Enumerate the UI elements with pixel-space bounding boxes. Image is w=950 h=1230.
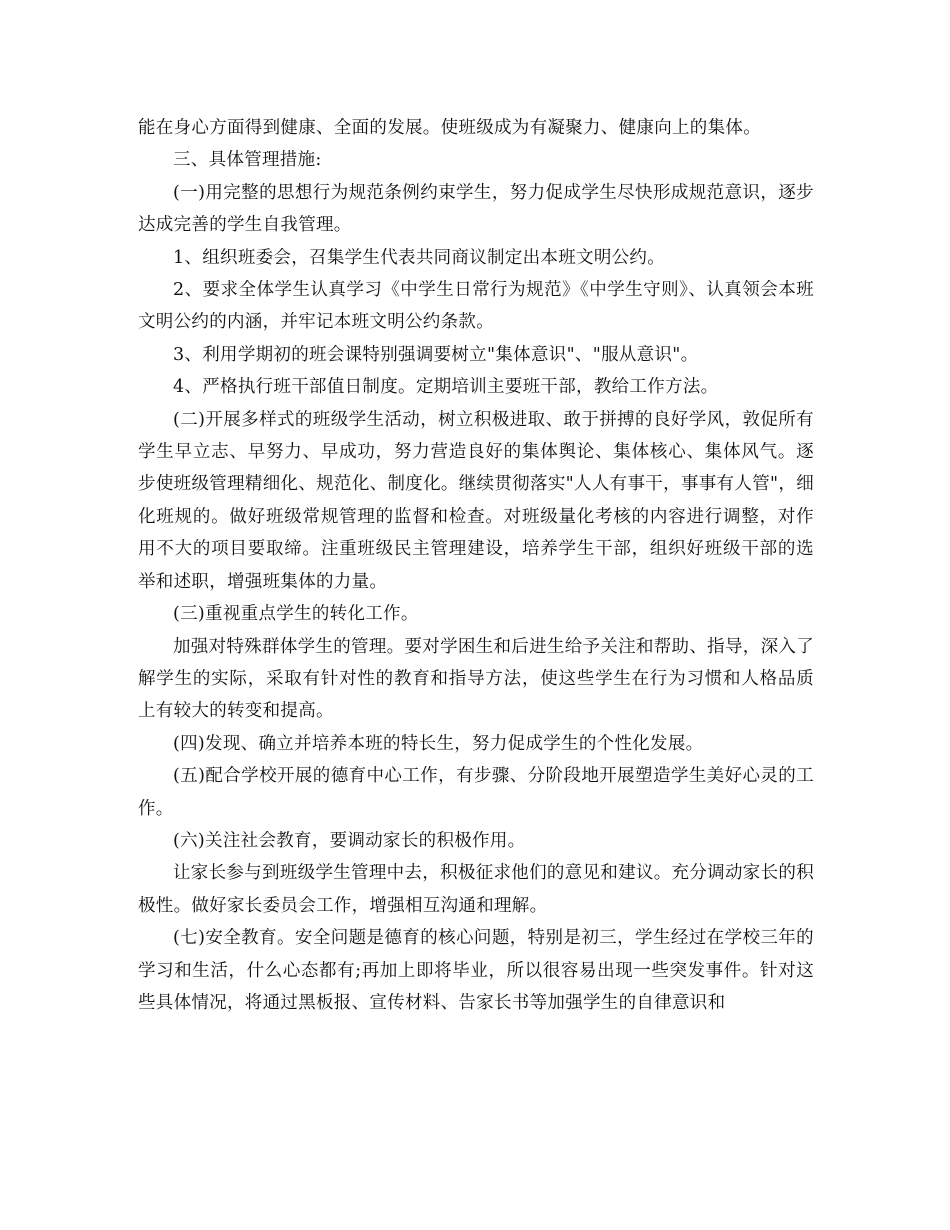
paragraph-subitem-1: 1、组织班委会，召集学生代表共同商议制定出本班文明公约。: [173, 247, 666, 268]
paragraph-item-3-detail: 加强对特殊群体学生的管理。要对学困生和后进生给予关注和帮助、指导，深入了解学生的实际，采取有针对性的教育和指导方法，使这些学生在行为习惯和人格品质上有较大的转变和提高。: [138, 636, 814, 722]
paragraph-item-6: (六)关注社会教育，要调动家长的积极作用。: [173, 830, 526, 851]
paragraph-subitem-3: 3、利用学期初的班会课特别强调要树立"集体意识"、"服从意识"。: [173, 344, 699, 365]
paragraph-item-2: (二)开展多样式的班级学生活动，树立积极进取、敢于拼搏的良好学风，敦促所有学生早立志、早努力、早成功，努力营造良好的集体舆论、集体核心、集体风气。逐步使班级管理精细化、规范化、制度化。继续贯彻落实"人人有事干，事事有人管"，细化班规的。做好班级常规管理的监督和检查。对班级量化考核的内容进行调整，对作用不大的项目要取缔。注重班级民主管理建设，培养学生干部，组织好班级干部的选举和述职，增强班集体的力量。: [138, 409, 814, 592]
paragraph-item-5: (五)配合学校开展的德育中心工作，有步骤、分阶段地开展塑造学生美好心灵的工作。: [138, 766, 814, 819]
document-body: [138, 112, 814, 1019]
paragraph-subitem-2: 2、要求全体学生认真学习《中学生日常行为规范》《中学生守则》、认真领会本班文明公约的内涵，并牢记本班文明公约条款。: [138, 280, 814, 333]
paragraph-subitem-4: 4、严格执行班干部值日制度。定期培训主要班干部，教给工作方法。: [173, 377, 719, 398]
paragraph-item-4: (四)发现、确立并培养本班的特长生，努力促成学生的个性化发展。: [173, 733, 704, 754]
section-heading-management-measures: 三、具体管理措施:: [173, 150, 322, 171]
paragraph-item-1: (一)用完整的思想行为规范条例约束学生，努力促成学生尽快形成规范意识，逐步达成完善的学生自我管理。: [138, 182, 814, 236]
paragraph-item-3: (三)重视重点学生的转化工作。: [173, 604, 419, 625]
paragraph-continuation: 能在身心方面得到健康、全面的发展。使班级成为有凝聚力、健康向上的集体。: [138, 118, 761, 138]
paragraph-item-7: (七)安全教育。安全问题是德育的核心问题，特别是初三，学生经过在学校三年的学习和生活，什么心态都有;再加上即将毕业，所以很容易出现一些突发事件。针对这些具体情况，将通过黑板报、宣传材料、告家长书等加强学生的自律意识和: [138, 928, 814, 1013]
paragraph-item-6-detail: 让家长参与到班级学生管理中去，积极征求他们的意见和建议。充分调动家长的积极性。做好家长委员会工作，增强相互沟通和理解。: [138, 863, 814, 916]
